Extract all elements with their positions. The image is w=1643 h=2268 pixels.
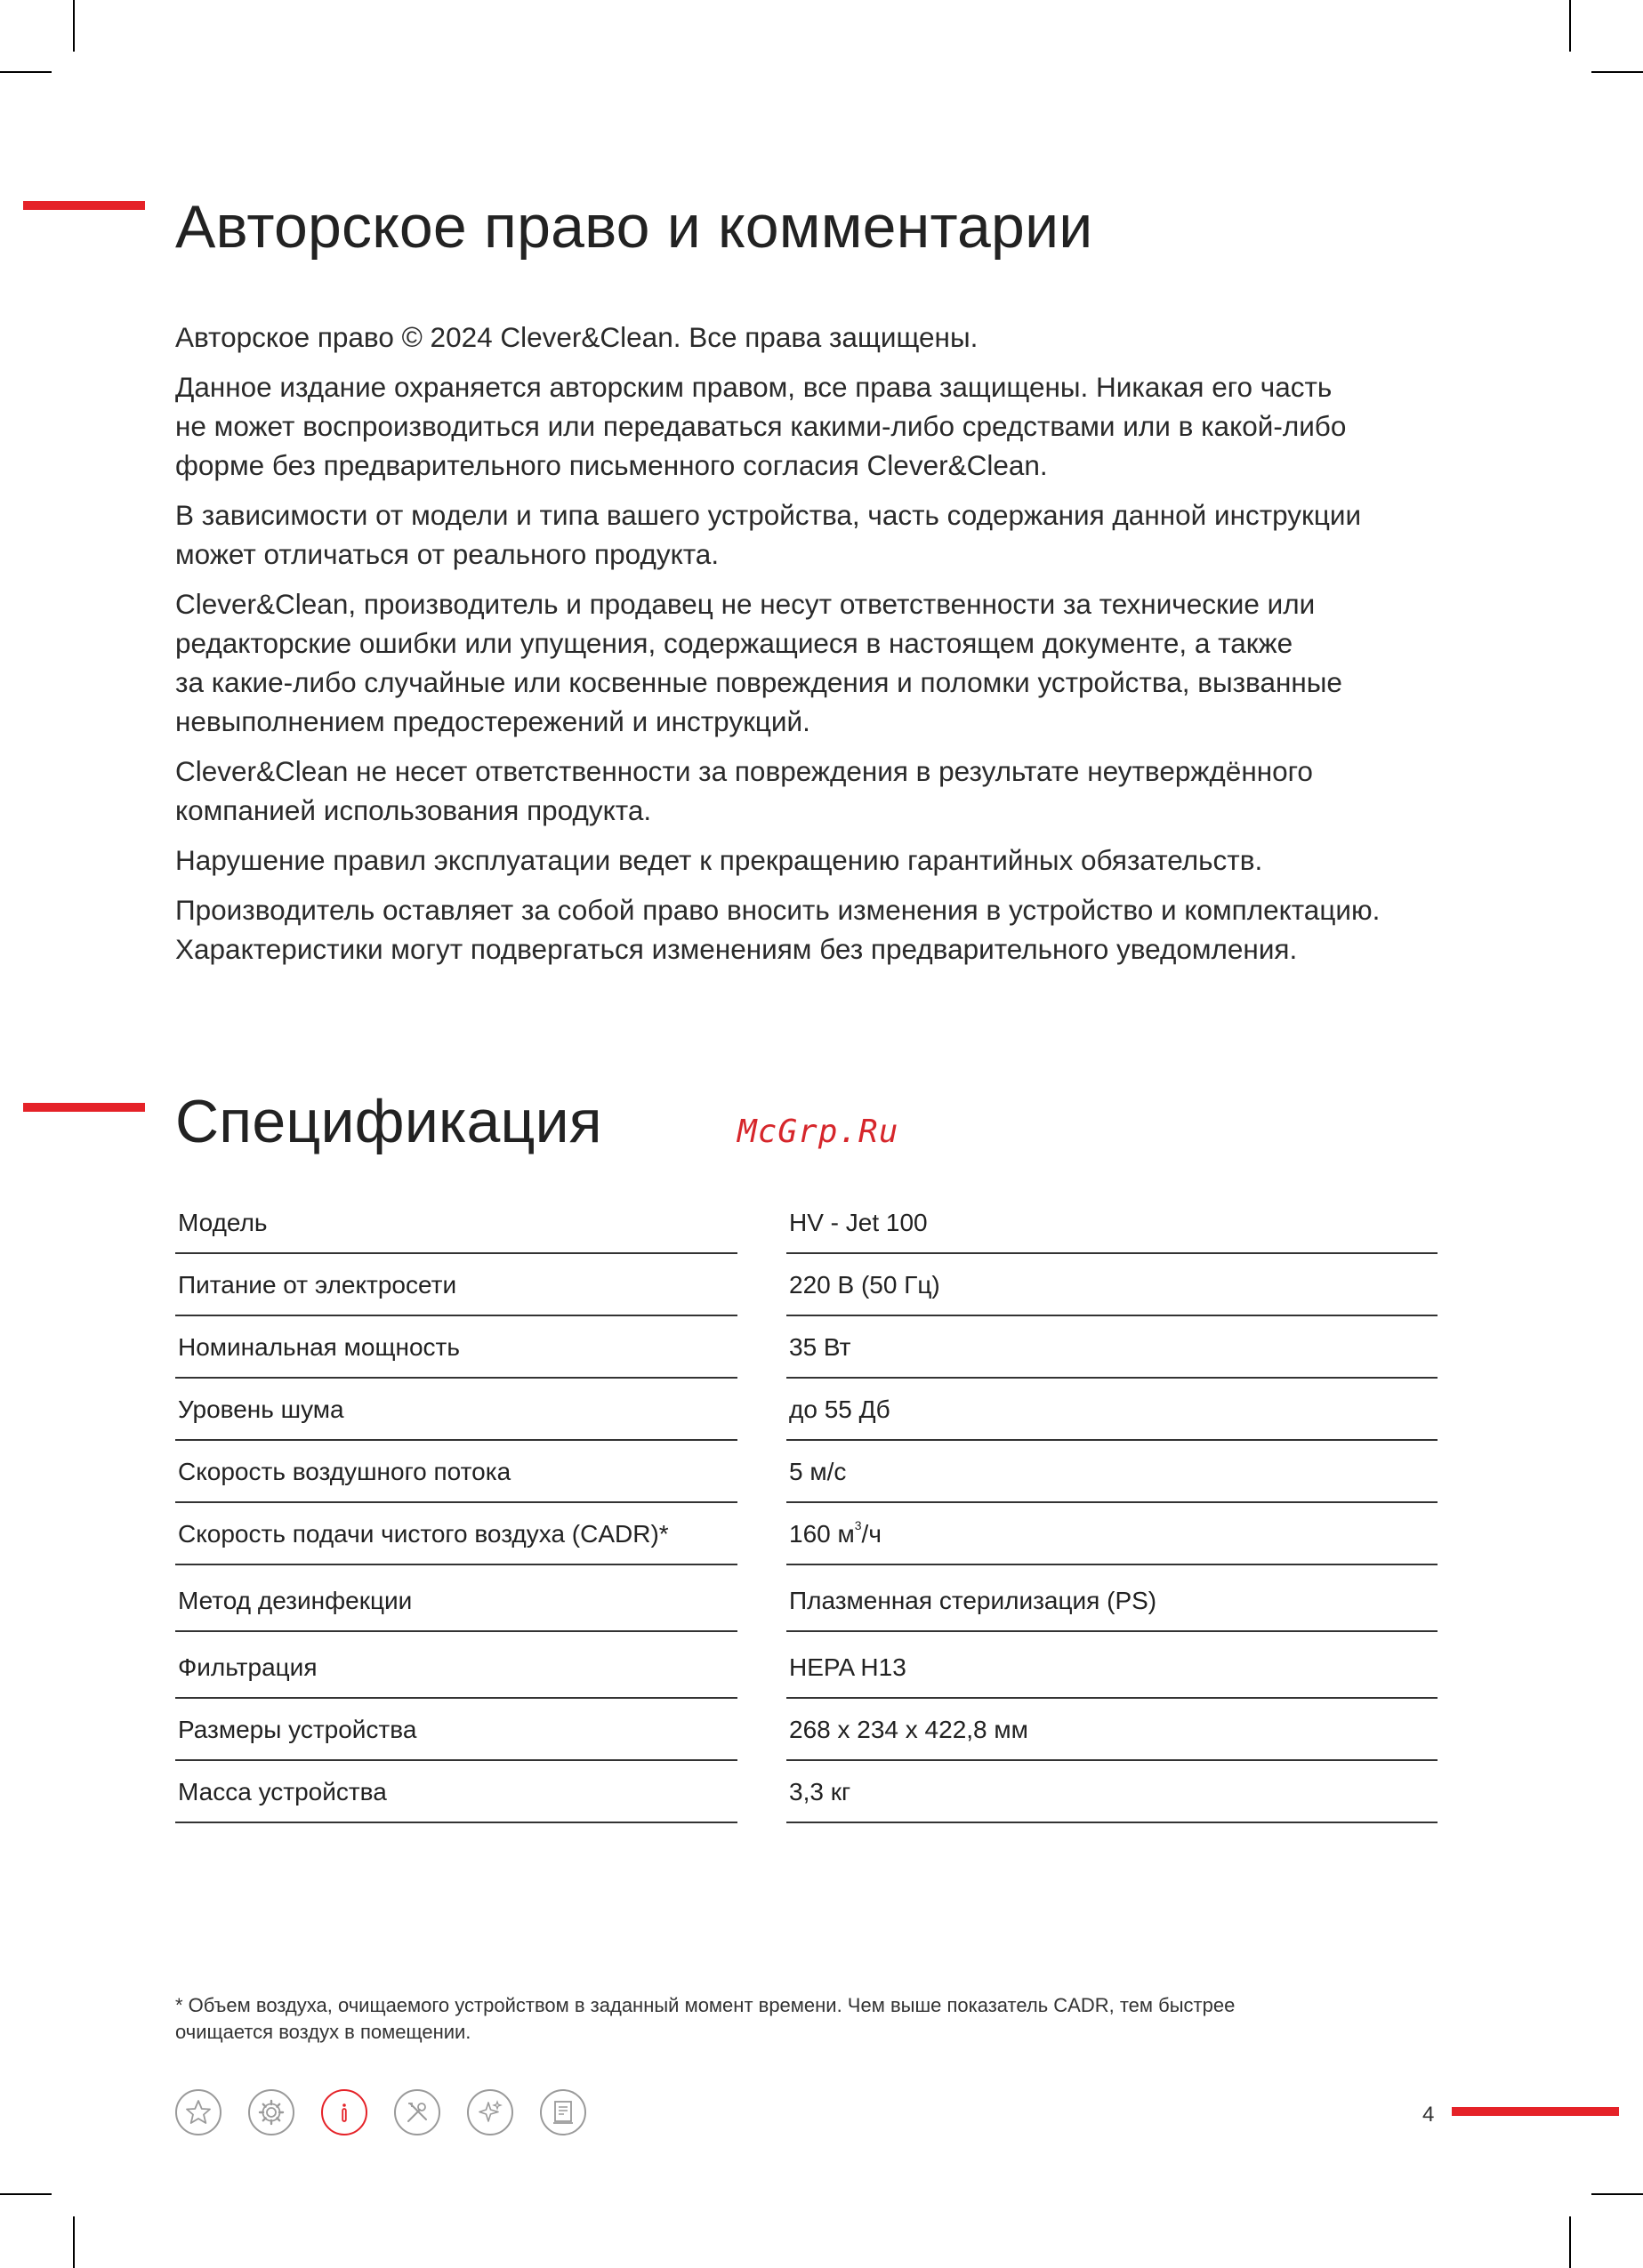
spec-label: Скорость подачи чистого воздуха (CADR)* [178, 1520, 669, 1548]
footnote-line: очищается воздух в помещении. [175, 2021, 471, 2043]
paragraph-line: Характеристики могут подвергаться изменениям без предварительного уведомления. [175, 933, 1298, 965]
spec-label: Метод дезинфекции [178, 1587, 413, 1614]
paragraph-line: Clever&Clean, производитель и продавец не несут ответственности за технические или [175, 588, 1316, 620]
paragraph-line: невыполнением предостережений и инструкций. [175, 705, 810, 737]
crop-mark-bottom-left [73, 2216, 75, 2268]
spec-title: Спецификация [175, 1088, 602, 1155]
crop-mark-top-right [1569, 0, 1571, 52]
spec-value: HEPA H13 [789, 1653, 906, 1681]
spec-row-label [175, 1503, 737, 1565]
spec-row-label [175, 1201, 737, 1254]
nav-documents[interactable] [540, 2089, 586, 2135]
spec-value: 35 Вт [789, 1333, 851, 1361]
star-icon [184, 2098, 213, 2127]
spec-label: Фильтрация [178, 1653, 318, 1681]
section-accent-bar [23, 1103, 145, 1112]
spec-row-value [786, 1441, 1438, 1503]
spec-row-label [175, 1565, 737, 1632]
spec-row-label [175, 1254, 737, 1316]
paragraph-line: может отличаться от реального продукта. [175, 538, 720, 570]
spec-label: Уровень шума [178, 1395, 344, 1423]
paragraph-line: редакторские ошибки или упущения, содержащиеся в настоящем документе, а также [175, 627, 1293, 659]
spec-label: Скорость воздушного потока [178, 1458, 511, 1485]
copyright-paragraph [175, 840, 1456, 880]
spec-row-label [175, 1441, 737, 1503]
spec-value: HV - Jet 100 [789, 1209, 928, 1236]
spec-value: 160 $м^3/ч$ [789, 1518, 882, 1548]
nav-info[interactable] [321, 2089, 367, 2135]
spec-row-label [175, 1316, 737, 1379]
spec-row-value [786, 1254, 1438, 1316]
crop-mark-bottom-right [1591, 2193, 1643, 2195]
spec-row-value [786, 1316, 1438, 1379]
copyright-paragraph [175, 752, 1456, 830]
section-nav [175, 2089, 586, 2135]
crop-mark-bottom-right [1569, 2216, 1571, 2268]
spec-value: 5 м/с [789, 1458, 847, 1485]
spec-label: Масса устройства [178, 1778, 387, 1806]
copyright-paragraph [175, 890, 1456, 969]
spec-value: до 55 Дб [789, 1395, 890, 1423]
spec-row-value [786, 1565, 1438, 1632]
copyright-paragraph [175, 584, 1456, 741]
spec-row-label [175, 1379, 737, 1441]
copyright-body [175, 318, 1456, 979]
spec-values-column [786, 1201, 1438, 1823]
crop-mark-top-left [0, 71, 52, 73]
paragraph-line: форме без предварительного письменного согласия Clever&Clean. [175, 449, 1048, 481]
spec-row-value [786, 1503, 1438, 1565]
spec-row-label [175, 1699, 737, 1761]
paragraph-line: не может воспроизводиться или передаваться какими-либо средствами или в какой-либо [175, 410, 1347, 442]
watermark: McGrp.Ru [737, 1114, 899, 1150]
paragraph-line: компанией использования продукта. [175, 794, 652, 826]
paragraph-line: за какие-либо случайные или косвенные повреждения и поломки устройства, вызванные [175, 666, 1342, 698]
spec-label: Номинальная мощность [178, 1333, 460, 1361]
spec-label: Модель [178, 1209, 268, 1236]
info-icon [330, 2098, 358, 2127]
nav-settings[interactable] [248, 2089, 294, 2135]
spec-label: Питание от электросети [178, 1271, 457, 1299]
paragraph-line: Данное издание охраняется авторским правом, все права защищены. Никакая его часть [175, 371, 1333, 403]
spec-row-value [786, 1632, 1438, 1699]
spec-value: 3,3 кг [789, 1778, 851, 1806]
crop-mark-top-right [1591, 71, 1643, 73]
spec-value: 268 x 234 x 422,8 мм [789, 1716, 1028, 1743]
paragraph-line: Производитель оставляет за собой право вносить изменения в устройство и комплектацию. [175, 894, 1381, 926]
paragraph-line: Clever&Clean не несет ответственности за повреждения в результате неутверждённого [175, 755, 1313, 787]
spec-row-label [175, 1632, 737, 1699]
section-accent-bar [23, 201, 145, 210]
spec-row-value [786, 1761, 1438, 1823]
paragraph-line: В зависимости от модели и типа вашего устройства, часть содержания данной инструкции [175, 499, 1362, 531]
crop-mark-bottom-left [0, 2193, 52, 2195]
gear-icon [257, 2098, 286, 2127]
copyright-paragraph [175, 318, 1456, 357]
copyright-paragraph [175, 495, 1456, 574]
spec-footnote [175, 1992, 1438, 2046]
copyright-paragraph [175, 367, 1456, 485]
footnote-line: * Объем воздуха, очищаемого устройством в заданный момент времени. Чем выше показатель CADR, тем быстрее [175, 1994, 1236, 2016]
copyright-title: Авторское право и комментарии [175, 193, 1093, 261]
spec-value: Плазменная стерилизация (PS) [789, 1587, 1157, 1614]
nav-cleaning[interactable] [467, 2089, 513, 2135]
spec-row-label [175, 1761, 737, 1823]
nav-tools[interactable] [394, 2089, 440, 2135]
spec-labels-column [175, 1201, 737, 1823]
nav-star[interactable] [175, 2089, 221, 2135]
tools-icon [403, 2098, 431, 2127]
spec-row-value [786, 1699, 1438, 1761]
document-icon [549, 2098, 577, 2127]
spec-value: 220 В (50 Гц) [789, 1271, 940, 1299]
crop-mark-top-left [73, 0, 75, 52]
page-number: 4 [1422, 2103, 1435, 2127]
page-accent-bar [1452, 2107, 1619, 2116]
paragraph-line: Нарушение правил эксплуатации ведет к прекращению гарантийных обязательств. [175, 844, 1263, 876]
paragraph-line: Авторское право © 2024 Clever&Clean. Все права защищены. [175, 321, 979, 353]
spec-label: Размеры устройства [178, 1716, 417, 1743]
sparkle-icon [476, 2098, 504, 2127]
spec-row-value [786, 1379, 1438, 1441]
spec-row-value [786, 1201, 1438, 1254]
